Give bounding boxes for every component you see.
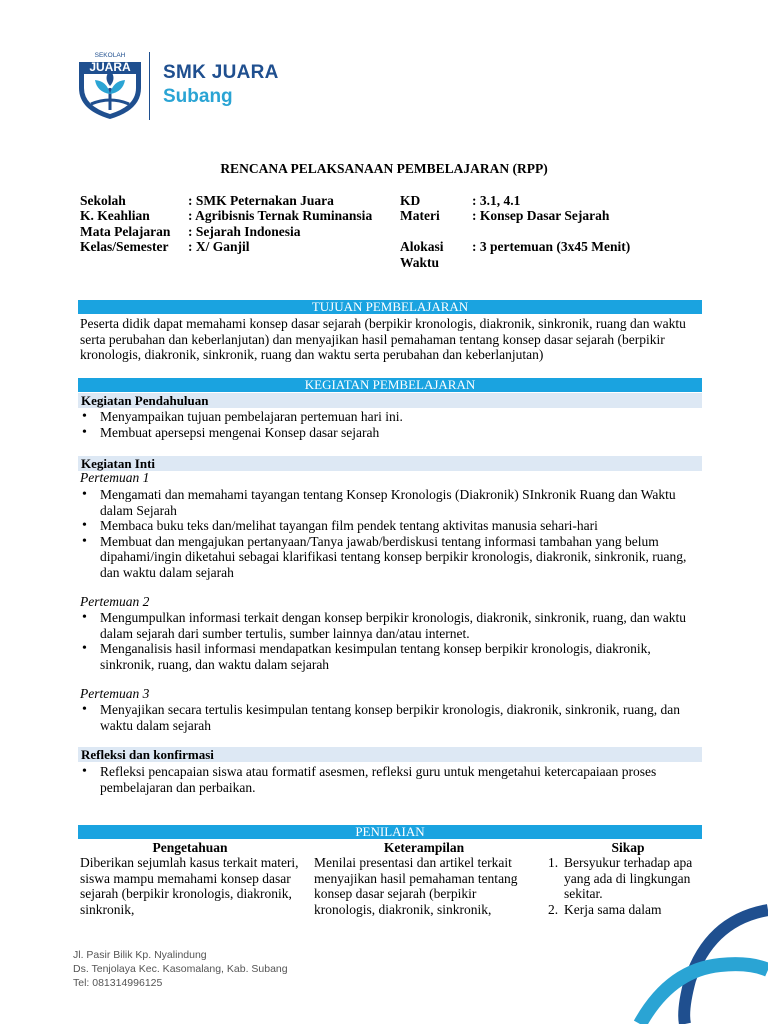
tujuan-text: Peserta didik dapat memahami konsep dasar sejarah (berpikir kronologis, diakronik, sinkronik, ruang dan waktu serta perubahan dan keberlanjutan) dan menyajikan hasil pemahaman tentang konsep dasar sejarah (berpikir kronologis, diakronik, sinkronik, ruang dan waktu serta perubahan dan keberlanjutan) (80, 316, 686, 362)
logo-top-text: SEKOLAH (94, 52, 126, 59)
list-item: • Membuat apersepsi mengenai Konsep dasar sejarah (80, 425, 700, 441)
pengetahuan-heading: Pengetahuan (152, 840, 228, 855)
info-value-alokasi: : 3 pertemuan (3x45 Menit) (472, 239, 631, 254)
info-label-kelas: Kelas/Semester (80, 239, 169, 254)
pertemuan-2-label: Pertemuan 2 (80, 594, 150, 609)
refleksi-list (80, 764, 700, 795)
decorative-arcs (560, 870, 768, 1024)
pendahuluan-list (80, 409, 700, 440)
tujuan-heading: TUJUAN PEMBELAJARAN (78, 300, 702, 314)
logo-main-text: JUARA (89, 60, 131, 74)
list-number: 2. (548, 901, 559, 917)
pertemuan-3-list (80, 702, 700, 733)
inti-heading: Kegiatan Inti (78, 456, 702, 471)
list-item: • Refleksi pencapaian siswa atau formatif asesmen, refleksi guru untuk mengetahui ketercapaiaan proses pembelajaran dan perbaikan. (80, 764, 700, 795)
pengetahuan-text: Diberikan sejumlah kasus terkait materi, siswa mampu memahami konsep dasar sejarah (berpikir kronologis, diakronik, sinkronik, (80, 855, 299, 917)
list-number: 1. (548, 855, 559, 870)
info-value-kelas: : X/ Ganjil (188, 239, 250, 254)
info-value-mapel: : Sejarah Indonesia (188, 224, 301, 239)
list-item: • Mengumpulkan informasi terkait dengan konsep berpikir kronologis, diakronik, sinkronik, ruang, dan waktu dalam sejarah dari sumber tertulis, sumber lainnya dan/atau internet. (80, 610, 700, 641)
info-label-sekolah: Sekolah (80, 193, 126, 208)
info-label-alokasi: Alokasi Waktu (400, 239, 444, 270)
document-title: RENCANA PELAKSANAAN PEMBELAJARAN (RPP) (220, 161, 548, 176)
info-value-sekolah: : SMK Peternakan Juara (188, 193, 334, 208)
refleksi-heading: Refleksi dan konfirmasi (78, 747, 702, 762)
school-name: SMK JUARA (163, 62, 279, 83)
list-item: • Membuat dan mengajukan pertanyaan/Tanya jawab/berdiskusi tentang informasi tambahan yang belum dipahami/ingin diketahui sebagai klarifikasi tentang konsep berpikir kronologis, diakronik, sinkronik, ruang, dan waktu dalam sejarah (80, 534, 700, 581)
pertemuan-2-list (80, 610, 700, 672)
footer-line-district: Ds. Tenjolaya Kec. Kasomalang, Kab. Subang (73, 963, 288, 975)
list-item: • Menyajikan secara tertulis kesimpulan tentang konsep berpikir kronologis, diakronik, sinkronik, ruang, dan waktu dalam sejarah (80, 702, 700, 733)
keterampilan-text: Menilai presentasi dan artikel terkait menyajikan hasil pemahaman tentang konsep dasar sejarah (berpikir kronologis, diakronik, sinkronik, (314, 855, 518, 917)
school-logo (73, 48, 147, 120)
footer-address (73, 948, 288, 990)
info-value-kd: : 3.1, 4.1 (472, 193, 521, 208)
pertemuan-1-list (80, 487, 700, 580)
logo-divider (149, 52, 150, 120)
list-item: • Mengamati dan memahami tayangan tentang Konsep Kronologis (Diakronik) SInkronik Ruang dan Waktu dalam Sejarah (80, 487, 700, 518)
info-label-keahlian: K. Keahlian (80, 208, 150, 223)
info-value-materi: : Konsep Dasar Sejarah (472, 208, 610, 223)
footer-line-street: Jl. Pasir Bilik Kp. Nyalindung (73, 949, 207, 961)
footer-line-phone: Tel: 081314996125 (73, 977, 163, 989)
info-value-keahlian: : Agribisnis Ternak Ruminansia (188, 208, 373, 223)
keterampilan-heading: Keterampilan (383, 840, 465, 855)
list-item: • Menganalisis hasil informasi mendapatkan kesimpulan tentang konsep berpikir kronologis, diakronik, sinkronik, ruang, dan waktu dalam sejarah (80, 641, 700, 672)
info-label-materi: Materi (400, 208, 440, 223)
pertemuan-1-label: Pertemuan 1 (80, 470, 150, 485)
list-text: Bersyukur terhadap apa yang ada di lingkungan sekitar. (564, 855, 693, 901)
school-city: Subang (163, 86, 233, 107)
kegiatan-heading: KEGIATAN PEMBELAJARAN (78, 378, 702, 392)
info-label-mapel: Mata Pelajaran (80, 224, 171, 239)
pendahuluan-heading: Kegiatan Pendahuluan (78, 393, 702, 408)
info-label-kd: KD (400, 193, 421, 208)
list-item: • Membaca buku teks dan/melihat tayangan film pendek tentang aktivitas manusia sehari-hari (80, 518, 700, 534)
sikap-heading: Sikap (611, 840, 645, 855)
list-text: Kerja sama dalam (564, 901, 662, 917)
list-item: • Menyampaikan tujuan pembelajaran pertemuan hari ini. (80, 409, 700, 425)
pertemuan-3-label: Pertemuan 3 (80, 686, 150, 701)
penilaian-heading: PENILAIAN (78, 825, 702, 839)
